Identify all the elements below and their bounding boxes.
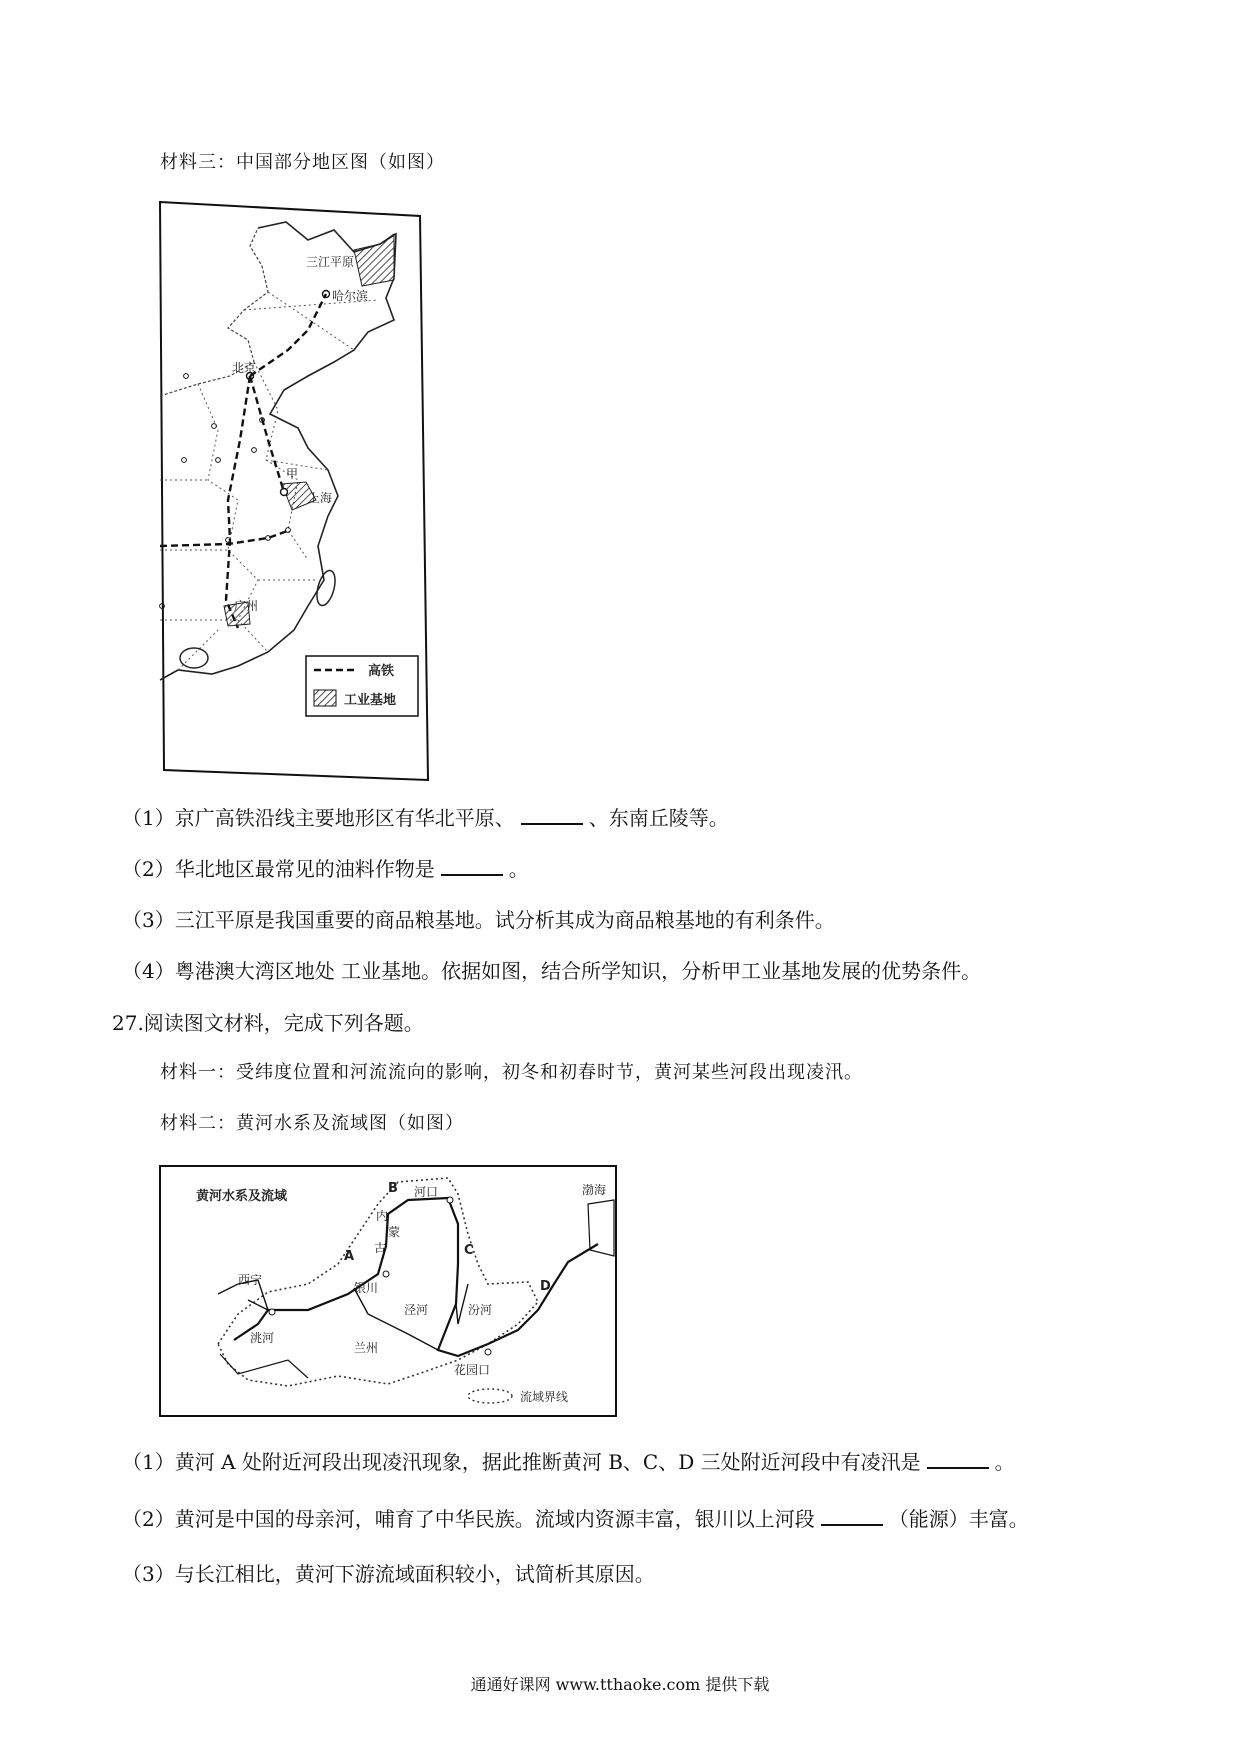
label-D: D [540,1279,551,1294]
q27-3: （3）与长江相比，黄河下游流域面积较小，试简析其原因。 [122,1562,655,1586]
q27-2: （2）黄河是中国的母亲河，哺育了中华民族。流域内资源丰富，银川以上河段 （能源）丰富。 [122,1507,1029,1531]
label-jinghe: 泾河 [404,1303,429,1317]
label-guangzhou: 广州 [234,599,259,613]
material2-caption: 材料二：黄河水系及流域图（如图） [160,1113,464,1134]
label-sanjiang: 三江平原 [306,255,355,269]
label-B: B [388,1181,398,1196]
china-region-map [158,200,434,782]
label-hekou: 河口 [414,1185,439,1199]
label-shanghai: 上海 [308,491,333,505]
q26-3: （3）三江平原是我国重要的商品粮基地。试分析其成为商品粮基地的有利条件。 [122,908,835,932]
label-bohai: 渤海 [582,1183,607,1197]
material1: 材料一：受纬度位置和河流流向的影响，初冬和初春时节，黄河某些河段出现凌汛。 [160,1062,863,1083]
legend-basin-boundary: 流域界线 [520,1390,569,1404]
answer-blank[interactable] [927,1449,989,1469]
q26-2: （2）华北地区最常见的油料作物是 。 [122,857,529,881]
label-C: C [464,1243,474,1258]
label-gu: 古 [374,1241,387,1255]
answer-blank[interactable] [521,805,583,825]
q26-4: （4）粤港澳大湾区地处 工业基地。依据如图，结合所学知识，分析甲工业基地发展的优势条件。 [122,959,982,983]
yellow-river-map [158,1164,618,1420]
label-yinchuan: 银川 [354,1281,379,1295]
q26-1: （1）京广高铁沿线主要地形区有华北平原、 、东南丘陵等。 [122,806,729,830]
legend-industrial: 工业基地 [344,693,397,708]
label-lanzhou: 兰州 [354,1341,379,1355]
q27-title: 27.阅读图文材料，完成下列各题。 [112,1011,424,1035]
label-harbin: 哈尔滨 [332,289,369,303]
material3-caption: 材料三：中国部分地区图（如图） [160,152,445,173]
page-footer: 通通好课网 www.tthaoke.com 提供下载 [470,1675,770,1694]
answer-blank[interactable] [821,1506,883,1526]
label-beijing: 北京 [232,361,257,375]
label-A: A [344,1249,355,1264]
label-nei: 内 [376,1209,389,1223]
q27-1: （1）黄河 A 处附近河段出现凌汛现象，据此推断黄河 B、C、D 三处附近河段中有凌汛是 。 [122,1450,1015,1474]
label-huayuankou: 花园口 [454,1363,491,1377]
label-fenhe: 汾河 [468,1303,493,1317]
label-jia: 甲 [286,467,299,481]
label-meng: 蒙 [388,1225,401,1239]
label-taohe: 洮河 [250,1331,275,1345]
legend-hsr: 高铁 [368,664,395,679]
answer-blank[interactable] [441,856,503,876]
map2-title: 黄河水系及流域 [196,1189,288,1204]
label-xining: 西宁 [238,1273,263,1287]
